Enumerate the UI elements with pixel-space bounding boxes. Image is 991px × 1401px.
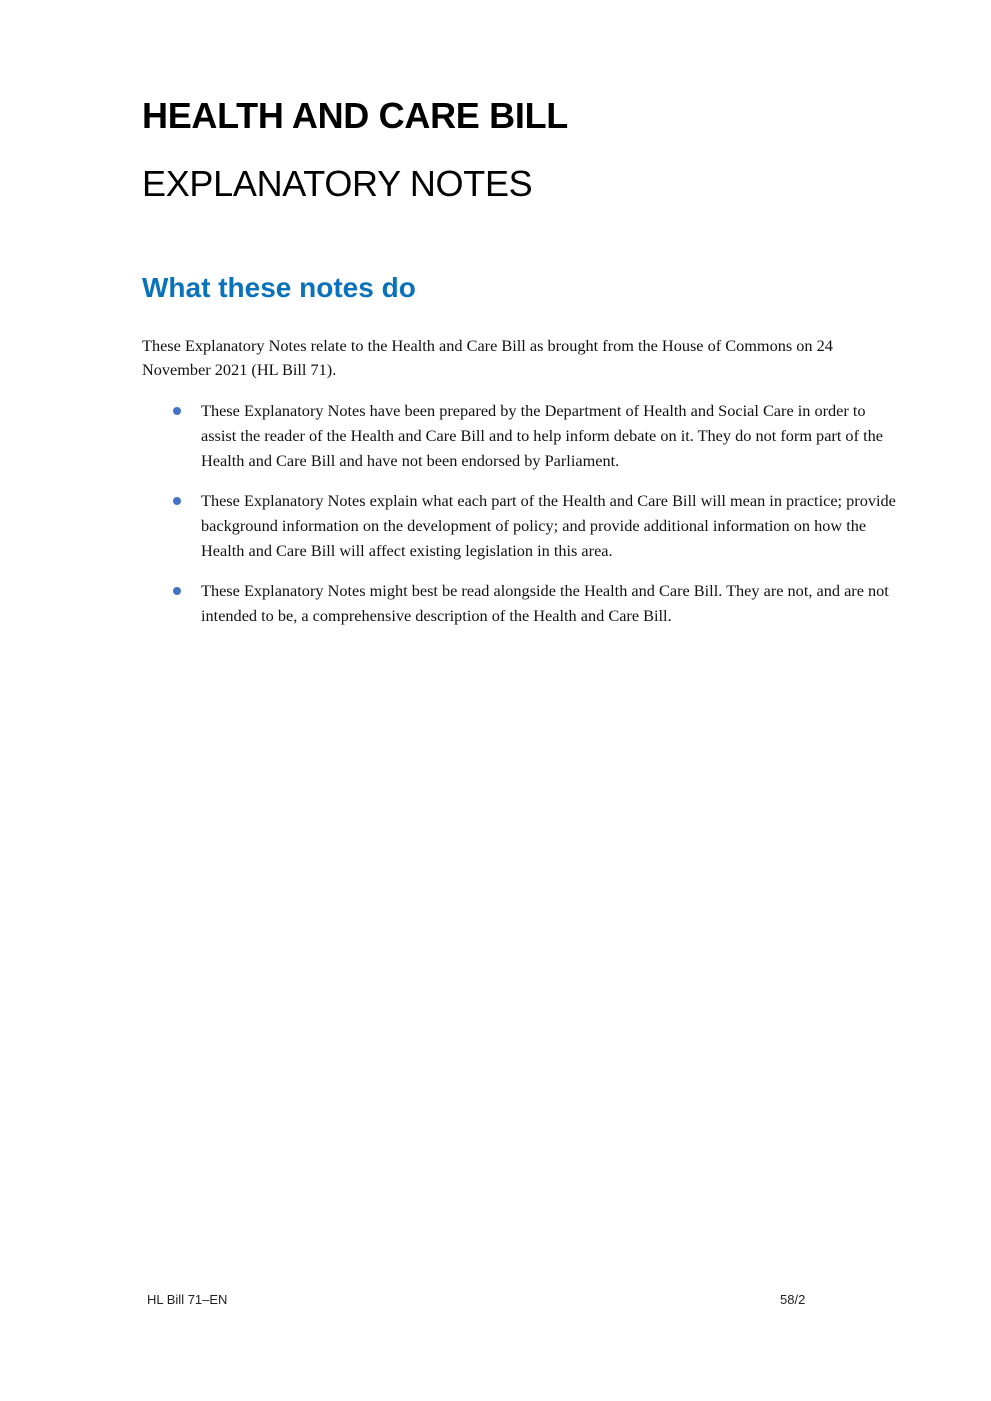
- bullet-icon: [173, 497, 181, 505]
- bullet-icon: [173, 587, 181, 595]
- document-title: HEALTH AND CARE BILL: [142, 95, 568, 136]
- bullet-text: These Explanatory Notes might best be read alongside the Health and Care Bill. They are not, and are not intended to be, a comprehensive description of the Health and Care Bill.: [201, 581, 889, 625]
- footer-bill-reference: HL Bill 71–EN: [147, 1292, 228, 1307]
- section-heading: What these notes do: [142, 272, 416, 303]
- bullet-list: [142, 398, 902, 643]
- footer-page-number: 58/2: [780, 1292, 806, 1307]
- bullet-text: These Explanatory Notes have been prepared by the Department of Health and Social Care in order to assist the reader of the Health and Care Bill and to help inform debate on it. They do not form part of the Health and Care Bill and have not been endorsed by Parliament.: [201, 401, 883, 470]
- bullet-item: [142, 578, 902, 628]
- bullet-item: [142, 488, 902, 563]
- intro-paragraph: These Explanatory Notes relate to the Health and Care Bill as brought from the House of Commons on 24 November 2021 (HL Bill 71).: [142, 336, 833, 379]
- bullet-item: [142, 398, 902, 473]
- bullet-text: These Explanatory Notes explain what each part of the Health and Care Bill will mean in practice; provide background information on the development of policy; and provide additional information on how the Health and Care Bill will affect existing legislation in this area.: [201, 491, 896, 560]
- bullet-icon: [173, 407, 181, 415]
- document-subtitle: EXPLANATORY NOTES: [142, 163, 533, 204]
